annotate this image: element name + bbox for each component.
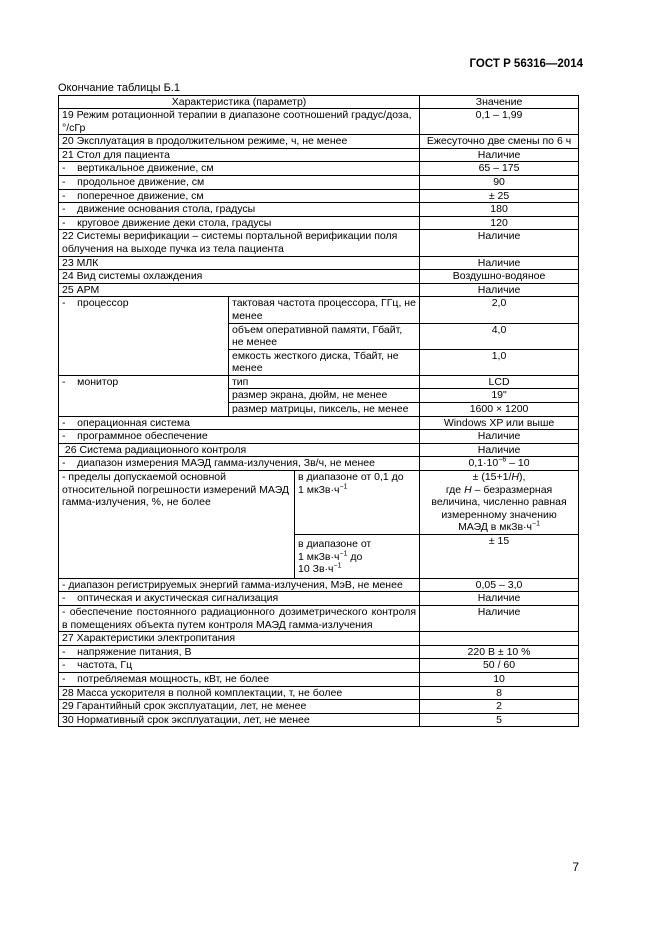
table-row bbox=[59, 645, 579, 659]
range-line: в диапазоне от 0,1 до bbox=[298, 471, 404, 484]
sub-label: тип bbox=[229, 375, 420, 389]
formula-text: ), bbox=[518, 471, 526, 484]
formula-line: величина, численно равная bbox=[431, 496, 567, 509]
row-value: 4,0 bbox=[420, 323, 579, 349]
table-row bbox=[59, 713, 579, 727]
table-row bbox=[59, 700, 579, 714]
column-header-value: Значение bbox=[420, 96, 579, 109]
formula-variable: H bbox=[511, 471, 519, 484]
formula-text: – безразмерная bbox=[471, 483, 553, 496]
row-label: - операционная система bbox=[59, 416, 420, 430]
range-unit: 1 мкЗв·ч bbox=[298, 483, 340, 496]
formula-line bbox=[423, 484, 575, 497]
row-label: - напряжение питания, В bbox=[59, 645, 420, 659]
range-exponent: −1 bbox=[339, 550, 348, 558]
row-value: Наличие bbox=[420, 443, 579, 457]
row-value: Наличие bbox=[420, 605, 579, 631]
row-value: LCD bbox=[420, 375, 579, 389]
table-row bbox=[59, 632, 579, 646]
row-value: 120 bbox=[420, 216, 579, 230]
row-value: 8 bbox=[420, 686, 579, 700]
sub-label: размер матрицы, пиксель, не менее bbox=[229, 403, 420, 417]
table-row bbox=[59, 686, 579, 700]
table-row bbox=[59, 109, 579, 135]
row-value: 2,0 bbox=[420, 297, 579, 323]
table-row bbox=[59, 203, 579, 217]
column-header-param: Характеристика (параметр) bbox=[59, 96, 420, 109]
row-label: 19 Режим ротационной терапии в диапазоне соотношений градус/доза, °/сГр bbox=[59, 109, 420, 135]
table-row bbox=[59, 672, 579, 686]
range-exponent: −1 bbox=[339, 483, 348, 491]
page-number: 7 bbox=[572, 860, 579, 874]
row-label: 28 Масса ускорителя в полной комплектации, т, не более bbox=[59, 686, 420, 700]
row-value: 220 В ± 10 % bbox=[420, 645, 579, 659]
row-value: 180 bbox=[420, 203, 579, 217]
row-value: Наличие bbox=[420, 230, 579, 256]
row-value: 0,05 – 3,0 bbox=[420, 578, 579, 592]
row-label: - оптическая и акустическая сигнализация bbox=[59, 592, 420, 606]
table-row bbox=[59, 443, 579, 457]
row-label: 23 МЛК bbox=[59, 256, 420, 270]
sub-label: объем оперативной памяти, Гбайт, не менее bbox=[229, 323, 420, 349]
row-label: - движение основания стола, градусы bbox=[59, 203, 420, 217]
row-value: 1600 × 1200 bbox=[420, 403, 579, 417]
formula-text: ± (15+1/ bbox=[472, 471, 512, 484]
range-line bbox=[298, 551, 416, 564]
table-row bbox=[59, 135, 579, 149]
table-row bbox=[59, 230, 579, 256]
row-value: 90 bbox=[420, 175, 579, 189]
range-line bbox=[298, 484, 416, 497]
table-row bbox=[59, 270, 579, 284]
row-label-monitor: - монитор bbox=[59, 375, 229, 416]
row-value: 65 – 175 bbox=[420, 162, 579, 176]
spec-table bbox=[58, 95, 579, 727]
table-row bbox=[59, 189, 579, 203]
table-row bbox=[59, 375, 579, 389]
row-label: 24 Вид системы охлаждения bbox=[59, 270, 420, 284]
table-row bbox=[59, 175, 579, 189]
row-value: Наличие bbox=[420, 148, 579, 162]
table-row bbox=[59, 283, 579, 297]
range-line bbox=[298, 563, 416, 576]
row-value: Наличие bbox=[420, 592, 579, 606]
formula-line: измеренному значению bbox=[441, 508, 557, 521]
row-label: 21 Стол для пациента bbox=[59, 148, 420, 162]
row-value: Наличие bbox=[420, 256, 579, 270]
table-row bbox=[59, 457, 579, 471]
table-row bbox=[59, 578, 579, 592]
row-label: - диапазон измерения МАЭД гамма-излучения, Зв/ч, не менее bbox=[59, 457, 420, 471]
table-row bbox=[59, 297, 579, 323]
row-label: - поперечное движение, см bbox=[59, 189, 420, 203]
row-value bbox=[420, 471, 579, 535]
table-row bbox=[59, 162, 579, 176]
row-value: 0,1 – 1,99 bbox=[420, 109, 579, 135]
row-value: Наличие bbox=[420, 283, 579, 297]
sub-label: тактовая частота процессора, ГГц, не менее bbox=[229, 297, 420, 323]
table-caption: Окончание таблицы Б.1 bbox=[58, 82, 180, 94]
table-row bbox=[59, 605, 579, 631]
table-header-row bbox=[59, 96, 579, 109]
row-value: 5 bbox=[420, 713, 579, 727]
row-value: ± 25 bbox=[420, 189, 579, 203]
formula-exponent: −1 bbox=[532, 520, 540, 528]
range-exponent: −1 bbox=[333, 562, 342, 570]
row-label: - вертикальное движение, см bbox=[59, 162, 420, 176]
row-value: 2 bbox=[420, 700, 579, 714]
value-mantissa: 0,1·10 bbox=[468, 457, 499, 470]
row-label: - круговое движение деки стола, градусы bbox=[59, 216, 420, 230]
row-label: - потребляемая мощность, кВт, не более bbox=[59, 672, 420, 686]
row-value bbox=[420, 632, 579, 646]
table-row bbox=[59, 416, 579, 430]
row-label: 22 Системы верификации – системы портальной верификации поля облучения на выходе пучка из тела пациента bbox=[59, 230, 420, 256]
row-label: 26 Система радиационного контроля bbox=[59, 443, 420, 457]
formula-text: МАЭД в мкЗв·ч bbox=[458, 521, 533, 534]
sub-label bbox=[295, 535, 420, 579]
row-label: 30 Нормативный срок эксплуатации, лет, не менее bbox=[59, 713, 420, 727]
sub-label: емкость жесткого диска, Тбайт, не менее bbox=[229, 349, 420, 375]
row-value bbox=[420, 457, 579, 471]
row-label: 20 Эксплуатация в продолжительном режиме, ч, не менее bbox=[59, 135, 420, 149]
table-row bbox=[59, 148, 579, 162]
row-value: 19" bbox=[420, 389, 579, 403]
sub-label bbox=[295, 471, 420, 535]
table-row bbox=[59, 471, 579, 535]
table-row bbox=[59, 430, 579, 444]
row-value: Ежесуточно две смены по 6 ч bbox=[420, 135, 579, 149]
formula-text: где bbox=[445, 483, 465, 496]
value-exponent: −6 bbox=[498, 456, 507, 464]
range-unit: 1 мкЗв·ч bbox=[298, 550, 340, 563]
row-label: - диапазон регистрируемых энергий гамма-излучения, МэВ, не менее bbox=[59, 578, 420, 592]
row-value: ± 15 bbox=[420, 535, 579, 579]
row-value: Наличие bbox=[420, 430, 579, 444]
row-label: - программное обеспечение bbox=[59, 430, 420, 444]
range-unit: 10 Зв·ч bbox=[298, 563, 334, 576]
range-text: до bbox=[347, 550, 363, 563]
row-value: 10 bbox=[420, 672, 579, 686]
row-value: 50 / 60 bbox=[420, 659, 579, 673]
value-upper: – 10 bbox=[506, 457, 530, 470]
row-label: - частота, Гц bbox=[59, 659, 420, 673]
formula-line bbox=[423, 521, 575, 534]
range-line: в диапазоне от bbox=[298, 538, 372, 550]
row-value: 1,0 bbox=[420, 349, 579, 375]
row-label: 25 АРМ bbox=[59, 283, 420, 297]
table-row bbox=[59, 256, 579, 270]
row-label: 27 Характеристики электропитания bbox=[59, 632, 420, 646]
sub-label: размер экрана, дюйм, не менее bbox=[229, 389, 420, 403]
table-row bbox=[59, 216, 579, 230]
row-label: 29 Гарантийный срок эксплуатации, лет, не менее bbox=[59, 700, 420, 714]
row-label-processor: - процессор bbox=[59, 297, 229, 376]
row-value: Воздушно-водяное bbox=[420, 270, 579, 284]
formula-variable: H bbox=[464, 483, 472, 496]
row-label: - продольное движение, см bbox=[59, 175, 420, 189]
table-row bbox=[59, 659, 579, 673]
row-value: Windows XP или выше bbox=[420, 416, 579, 430]
row-label: - обеспечение постоянного радиационного дозиметрического контроля в помещениях объекта путем контроля МАЭД гамма-излучения bbox=[59, 605, 420, 631]
document-header: ГОСТ Р 56316—2014 bbox=[469, 58, 583, 70]
formula-line bbox=[423, 471, 575, 484]
row-label-error-limits: - пределы допускаемой основной относительной погрешности измерений МАЭД гамма-излучения, %, не более bbox=[59, 471, 295, 579]
table-row bbox=[59, 592, 579, 606]
